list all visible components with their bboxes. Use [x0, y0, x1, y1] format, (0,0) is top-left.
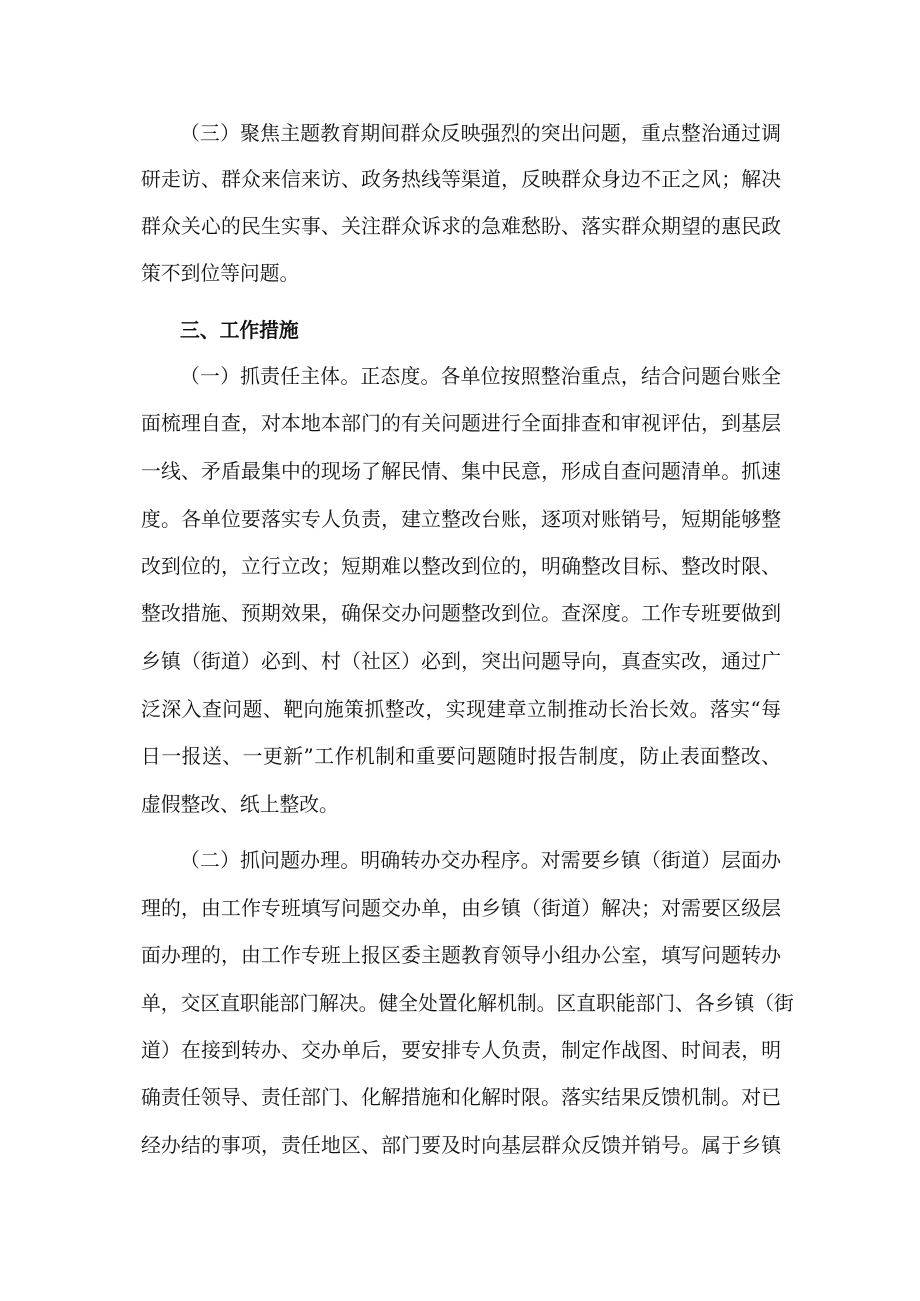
- text-line: 确责任领导、责任部门、化解措施和化解时限。落实结果反馈机制。对已: [141, 1086, 781, 1109]
- text-line: （二）抓问题办理。明确转办交办程序。对需要乡镇（街道）层面办: [180, 849, 781, 872]
- text-line: 泛深入查问题、靶向施策抓整改，实现建章立制推动长治长效。落实“每: [141, 698, 781, 721]
- text-line: 改到位的，立行立改；短期难以整改到位的，明确整改目标、整改时限、: [141, 555, 781, 578]
- text-line: 虚假整改、纸上整改。: [141, 793, 339, 816]
- text-line: 整改措施、预期效果，确保交办问题整改到位。查深度。工作专班要做到: [141, 602, 781, 625]
- text-line: 群众关心的民生实事、关注群众诉求的急难愁盼、落实群众期望的惠民政: [141, 215, 781, 238]
- text-line: 单，交区直职能部门解决。健全处置化解机制。区直职能部门、各乡镇（街: [141, 992, 794, 1015]
- text-line: 道）在接到转办、交办单后，要安排专人负责，制定作战图、时间表，明: [141, 1039, 781, 1062]
- text-line: （一）抓责任主体。正态度。各单位按照整治重点，结合问题台账全: [180, 365, 781, 388]
- text-line: 研走访、群众来信来访、政务热线等渠道，反映群众身边不正之风；解决: [141, 168, 781, 191]
- text-line: 理的，由工作专班填写问题交办单，由乡镇（街道）解决；对需要区级层: [141, 897, 781, 920]
- text-line: 日一报送、一更新”工作机制和重要问题随时报告制度，防止表面整改、: [141, 745, 781, 768]
- text-line: 一线、矛盾最集中的现场了解民情、集中民意，形成自查问题清单。抓速: [141, 460, 781, 483]
- text-line: 经办结的事项，责任地区、部门要及时向基层群众反馈并销号。属于乡镇: [141, 1134, 781, 1157]
- text-line: （三）聚焦主题教育期间群众反映强烈的突出问题，重点整治通过调: [180, 122, 781, 145]
- text-line: 策不到位等问题。: [141, 262, 300, 285]
- text-line: 度。各单位要落实专人负责，建立整改台账，逐项对账销号，短期能够整: [141, 508, 781, 531]
- text-line: 面梳理自查，对本地本部门的有关问题进行全面排查和审视评估，到基层: [141, 412, 781, 435]
- section-heading: 三、工作措施: [180, 318, 299, 342]
- text-line: 面办理的，由工作专班上报区委主题教育领导小组办公室，填写问题转办: [141, 944, 781, 967]
- text-line: 乡镇（街道）必到、村（社区）必到，突出问题导向，真查实改，通过广: [141, 650, 781, 673]
